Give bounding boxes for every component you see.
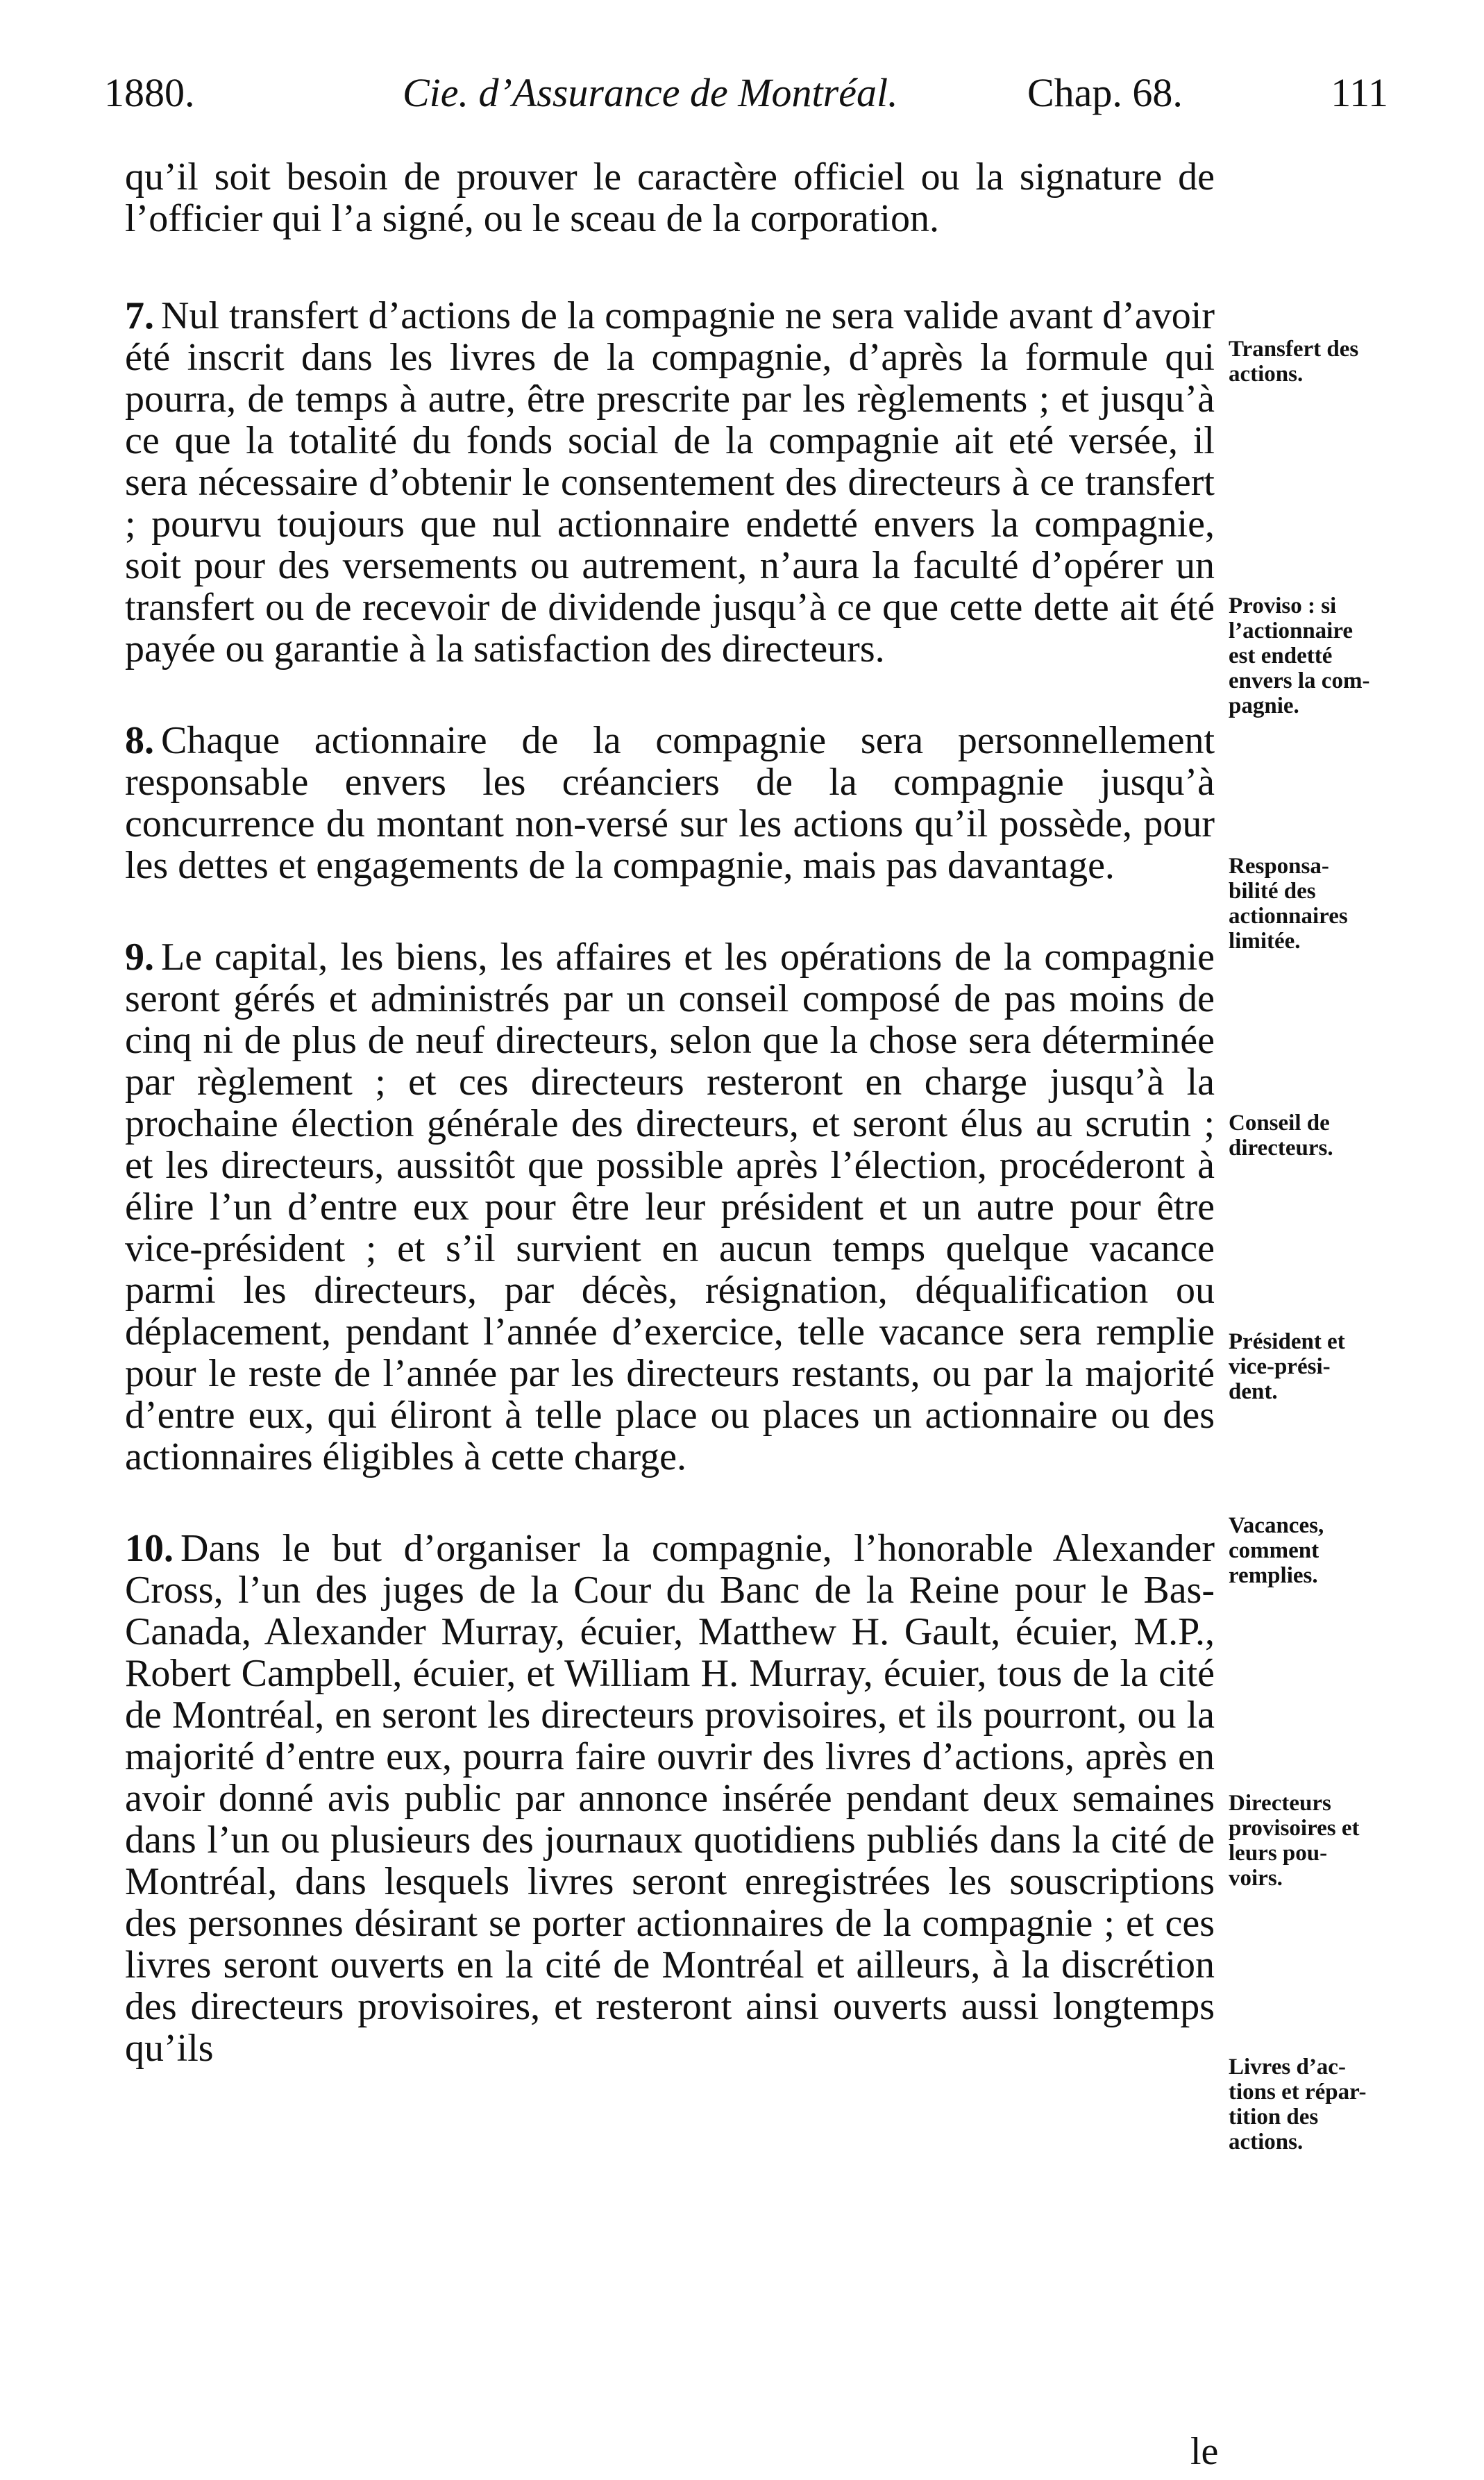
header-page-number: 111 <box>1331 70 1388 115</box>
paragraph-text: Dans le but d’organiser la compagnie, l’honorable Alexander Cross, l’un des juges de la Cour du Banc de la Reine pour le Bas-Canada, Alexander Murray, écuier, Matthew H. Gault, écuier, M.P., Robert Campbell, écuier, et William H. Murray, écuier, tous de la cité de Montréal, en seront les directeurs provisoires, et ils pourront, ou la majorité d’entre eux, pourra faire ouvrir des livres d’actions, après en avoir donné avis public par annonce insérée pendant deux semaines dans l’un ou plusieurs des journaux quotidiens publiés dans la cité de Montréal, dans lesquels livres seront enregistrées les souscriptions des personnes désirant se porter actionnaires de la compagnie ; et ces livres seront ouverts en la cité de Montréal et ailleurs, à la discrétion des directeurs provisoires, et resteront ainsi ouverts aussi longtemps qu’ils <box>125 1527 1215 2070</box>
section-10 <box>125 1528 1215 2069</box>
section-number: 10. <box>125 1527 174 1570</box>
paragraph-text: Chaque actionnaire de la compagnie sera personnellement responsable envers les créanciers de la compagnie jusqu’à concurrence du montant non-versé sur les actions qu’il possède, pour les dettes et engagements de la compagnie, mais pas davantage. <box>125 719 1215 887</box>
paragraph-text: Nul transfert d’actions de la compagnie ne sera valide avant d’avoir été inscrit dans les livres de la compagnie, d’après la formule qui pourra, de temps à autre, être prescrite par les règlements ; et jusqu’à ce que la totalité du fonds social de la compagnie ait eté versée, il sera nécessaire d’obtenir le consentement des directeurs à ce transfert ; pourvu toujours que nul actionnaire endetté envers la compagnie, soit pour des versements ou autrement, n’aura la faculté d’opérer un transfert ou de recevoir de dividende jusqu’à ce que cette dette ait été payée ou garantie à la satisfaction des directeurs. <box>125 294 1215 670</box>
margin-note-conseil: Conseil de directeurs. <box>1229 1111 1333 1161</box>
margin-note-transfert: Transfert des actions. <box>1229 337 1359 387</box>
section-8 <box>125 720 1215 886</box>
running-header <box>104 69 1388 125</box>
section-7 <box>125 295 1215 670</box>
margin-note-president: Président et vice-prési- dent. <box>1229 1329 1345 1404</box>
header-year: 1880. <box>104 70 195 115</box>
section-number: 7. <box>125 294 154 337</box>
paragraph-continuation <box>125 156 1215 239</box>
paragraph-text: qu’il soit besoin de prouver le caractère officiel ou la signature de l’officier qui l’a signé, ou le sceau de la corporation. <box>125 155 1215 240</box>
margin-note-proviso: Proviso : si l’actionnaire est endetté envers la com- pagnie. <box>1229 593 1370 718</box>
catchword: le <box>1190 2430 1219 2473</box>
margin-note-responsabilite: Responsa- bilité des actionnaires limitée. <box>1229 854 1348 954</box>
section-number: 9. <box>125 936 154 979</box>
header-title: Cie. d’Assurance de Montréal. <box>403 70 898 115</box>
margin-note-livres: Livres d’ac- tions et répar- tition des actions. <box>1229 2055 1367 2154</box>
body-text <box>125 156 1215 2119</box>
header-chapter: Chap. 68. <box>1027 70 1183 115</box>
section-number: 8. <box>125 719 154 762</box>
section-9 <box>125 936 1215 1478</box>
paragraph-text: Le capital, les biens, les affaires et les opérations de la compagnie seront gérés et administrés par un conseil composé de pas moins de cinq ni de plus de neuf directeurs, selon que la chose sera déterminée par règlement ; et ces directeurs resteront en charge jusqu’à la prochaine élection générale des directeurs, et seront élus au scrutin ; et les directeurs, aussitôt que possible après l’élection, procéderont à élire l’un d’entre eux pour être leur président et un autre pour être vice-président ; et s’il survient en aucun temps quelque vacance parmi les directeurs, par décès, résignation, déqualification ou déplacement, pendant l’année d’exercice, telle vacance sera remplie pour le reste de l’année par les directeurs restants, ou par la majorité d’entre eux, qui éliront à telle place ou places un actionnaire ou des actionnaires éligibles à cette charge. <box>125 936 1215 1478</box>
margin-note-vacances: Vacances, comment remplies. <box>1229 1513 1324 1588</box>
margin-note-directeurs-provisoires: Directeurs provisoires et leurs pou- voirs. <box>1229 1791 1360 1891</box>
